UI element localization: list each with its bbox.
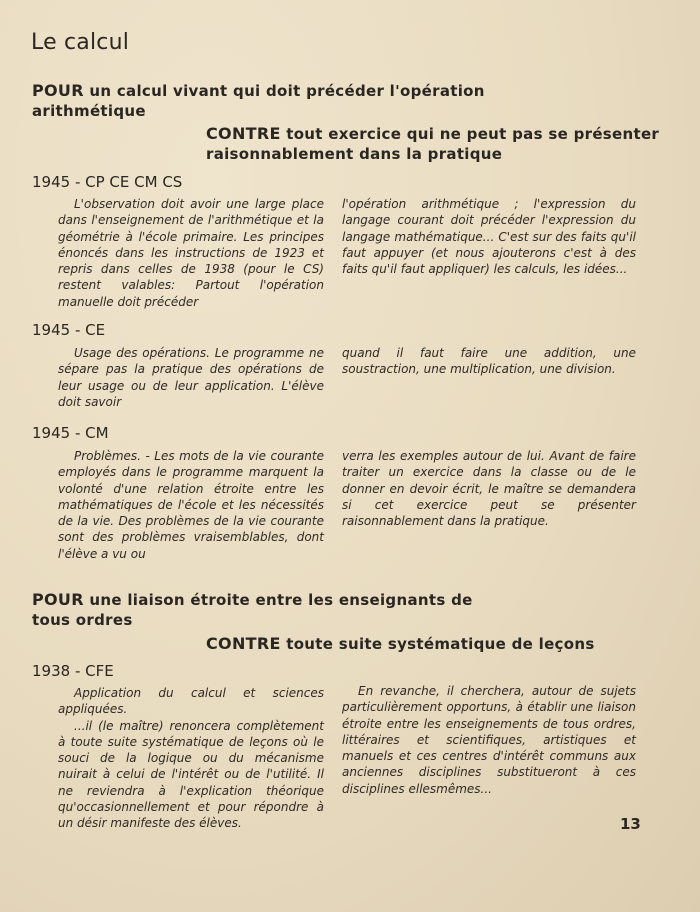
section-paragraph: Application du calcul et sciences appliquées. <box>58 686 324 717</box>
contre-keyword: CONTRE <box>206 124 281 143</box>
contre-text: toute suite systématique de leçons <box>280 635 595 653</box>
pour-text: une liaison étroite entre les enseignants de tous ordres <box>32 591 473 629</box>
section-text-right: quand il faut faire une addition, une soustraction, une multiplication, une division. <box>342 346 636 377</box>
pour-heading-1 <box>32 81 492 121</box>
section-text-right: l'opération arithmétique ; l'expression du langage courant doit précéder l'expression du langage mathématique... C'est sur des faits qu'il faut appuyer (et nous ajouterons c'est à des faits qu'il faut appliquer) les calculs, les idées... <box>342 197 636 277</box>
section-text-left: Problèmes. - Les mots de la vie courante employés dans le programme marquent la volonté d'une relation étroite entre les mathématiques de l'école et les nécessités de la vie. Des problèmes de la vie courante sont des problèmes vraisemblables, dont l'élève a vu ou <box>58 449 324 561</box>
contre-text: tout exercice qui ne peut pas se présenter raisonnablement dans la pratique <box>206 125 660 163</box>
page-title: Le calcul <box>31 30 130 55</box>
section-heading: 1938 - CFE <box>32 662 114 680</box>
section-text-left: Usage des opérations. Le programme ne sépare pas la pratique des opérations de leur usage ou de leur application. L'élève doit savoir <box>58 346 324 409</box>
pour-heading-2 <box>32 590 492 630</box>
contre-heading-2 <box>206 634 666 654</box>
section-text-right: En revanche, il cherchera, autour de sujets particulièrement opportuns, à établir une liaison étroite entre les enseignements de tous ordres, littéraires et scientifiques, artistiques et manuels et ces centres d'intérêt communs aux anciennes disciplines substitueront à ces disciplines ellesmêmes... <box>342 684 636 796</box>
page-number: 13 <box>620 815 641 833</box>
section-heading: 1945 - CE <box>32 321 106 339</box>
pour-keyword: POUR <box>32 81 84 100</box>
section-heading: 1945 - CP CE CM CS <box>32 173 183 191</box>
pour-keyword: POUR <box>32 590 84 609</box>
section-heading: 1945 - CM <box>32 424 109 442</box>
contre-heading-1 <box>206 124 666 164</box>
section-text-left: L'observation doit avoir une large place dans l'enseignement de l'arithmétique et la géométrie à l'école primaire. Les principes énoncés dans les instructions de 1923 et repris dans celles de 1938 (pour le CS) restent valables: Partout l'opération manuelle doit précéder <box>58 197 324 309</box>
section-paragraph: ...il (le maître) renoncera complètement à toute suite systématique de leçons où le souci de la logique ou du mécanisme nuirait à celui de l'intérêt ou de l'utilité. Il ne reviendra à l'explication théorique qu'occasionnellement et pour répondre à un désir manifeste des élèves. <box>58 718 324 831</box>
contre-keyword: CONTRE <box>206 634 281 653</box>
pour-text: un calcul vivant qui doit précéder l'opération arithmétique <box>32 82 485 120</box>
section-text-right: verra les exemples autour de lui. Avant de faire traiter un exercice dans la classe ou de le donner en devoir écrit, le maître se demandera si cet exercice peut se présenter raisonnablement dans la pratique. <box>342 449 636 529</box>
section-text-left <box>58 685 324 832</box>
